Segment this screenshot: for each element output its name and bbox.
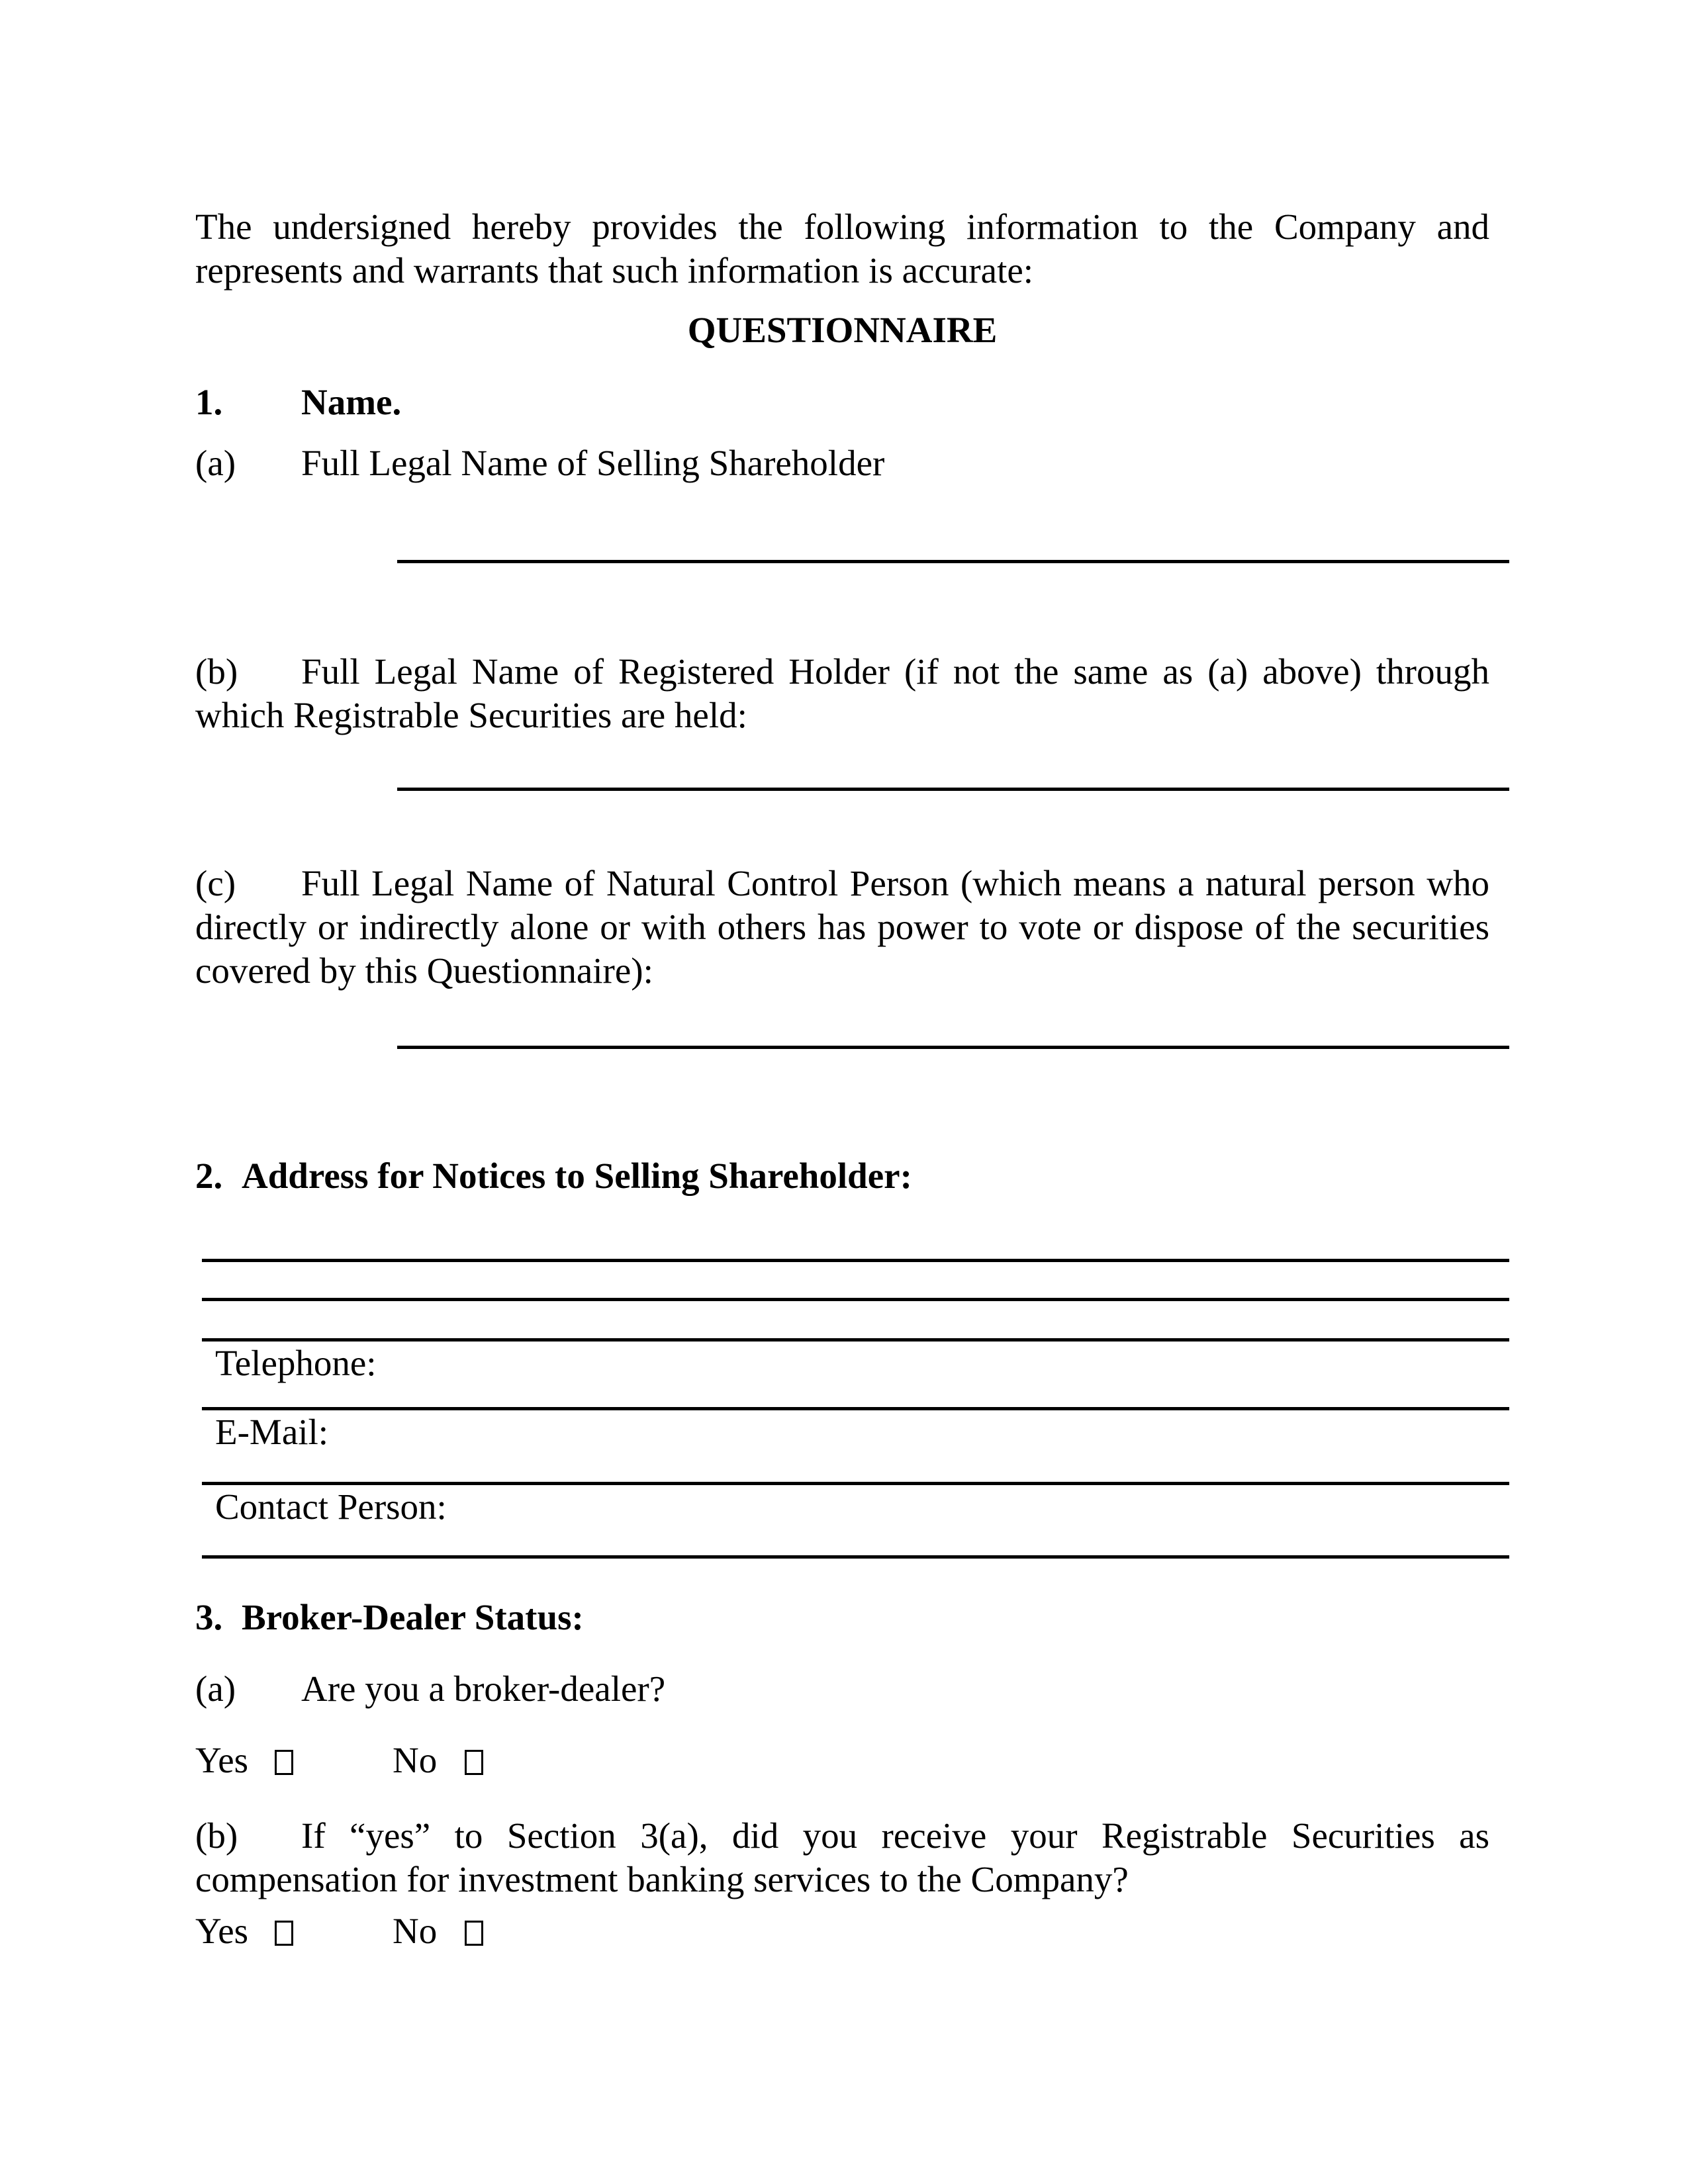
question-3a-yes-checkbox[interactable]	[275, 1750, 293, 1775]
item-1b-label: (b)	[195, 651, 238, 692]
item-1b-text: Full Legal Name of Registered Holder (if not the same as (a) above) through which Registrable Securities are held:	[195, 651, 1489, 735]
item-1a-text: Full Legal Name of Selling Shareholder	[301, 443, 885, 483]
question-3b	[195, 1814, 1489, 1901]
fill-in-line-1b[interactable]	[397, 788, 1509, 791]
section-2-heading: Address for Notices to Selling Shareholder:	[242, 1156, 912, 1196]
section-3-heading-row	[195, 1596, 1509, 1639]
question-3a-label: (a)	[195, 1668, 236, 1709]
question-3b-yes-checkbox[interactable]	[275, 1921, 293, 1946]
question-3b-text: If “yes” to Section 3(a), did you receive your Registrable Securities as compensation for investment banking services to the Company?	[195, 1815, 1489, 1899]
item-1a-label: (a)	[195, 443, 236, 483]
question-3a-text: Are you a broker-dealer?	[301, 1668, 666, 1709]
section-1-heading: Name.	[301, 382, 402, 422]
address-line-2[interactable]	[202, 1262, 1509, 1301]
item-1a	[195, 441, 1489, 485]
email-label: E-Mail:	[215, 1412, 329, 1452]
question-3a-yes-label: Yes	[195, 1740, 249, 1780]
question-3b-no-label: No	[393, 1911, 438, 1951]
section-2-heading-row	[195, 1154, 1509, 1198]
fill-in-line-1c[interactable]	[397, 1046, 1509, 1049]
question-3b-yes-label: Yes	[195, 1911, 249, 1951]
question-3a-no-label: No	[393, 1740, 438, 1780]
question-3a-no-checkbox[interactable]	[465, 1750, 483, 1775]
question-3a-yesno-row	[195, 1739, 1509, 1782]
item-1b	[195, 650, 1489, 737]
item-1c-label: (c)	[195, 863, 236, 903]
question-3b-no-checkbox[interactable]	[465, 1921, 483, 1946]
fill-in-line-1a[interactable]	[397, 560, 1509, 563]
page-title: QUESTIONNAIRE	[687, 310, 998, 350]
email-field-row[interactable]	[202, 1410, 1509, 1485]
section-2-number: 2.	[195, 1156, 223, 1196]
section-1-heading-row	[195, 381, 1509, 424]
address-line-3[interactable]	[202, 1301, 1509, 1342]
question-3a	[195, 1667, 1489, 1711]
telephone-field-row[interactable]	[202, 1342, 1509, 1410]
section-3-number: 3.	[195, 1597, 223, 1637]
question-3b-label: (b)	[195, 1815, 238, 1856]
contact-person-field-row[interactable]	[202, 1485, 1509, 1559]
item-1c-text: Full Legal Name of Natural Control Person (which means a natural person who directly or indirectly alone or with others has power to vote or dispose of the securities covered by this Questionnaire):	[195, 863, 1489, 991]
intro-paragraph: The undersigned hereby provides the following information to the Company and represents and warrants that such information is accurate:	[195, 206, 1489, 291]
telephone-label: Telephone:	[215, 1343, 377, 1383]
section-1-number: 1.	[195, 382, 223, 422]
section-3-heading: Broker-Dealer Status:	[242, 1597, 584, 1637]
question-3b-yesno-row	[195, 1909, 1509, 1953]
contact-person-label: Contact Person:	[215, 1486, 447, 1527]
address-line-1[interactable]	[202, 1198, 1509, 1262]
item-1c	[195, 862, 1489, 993]
